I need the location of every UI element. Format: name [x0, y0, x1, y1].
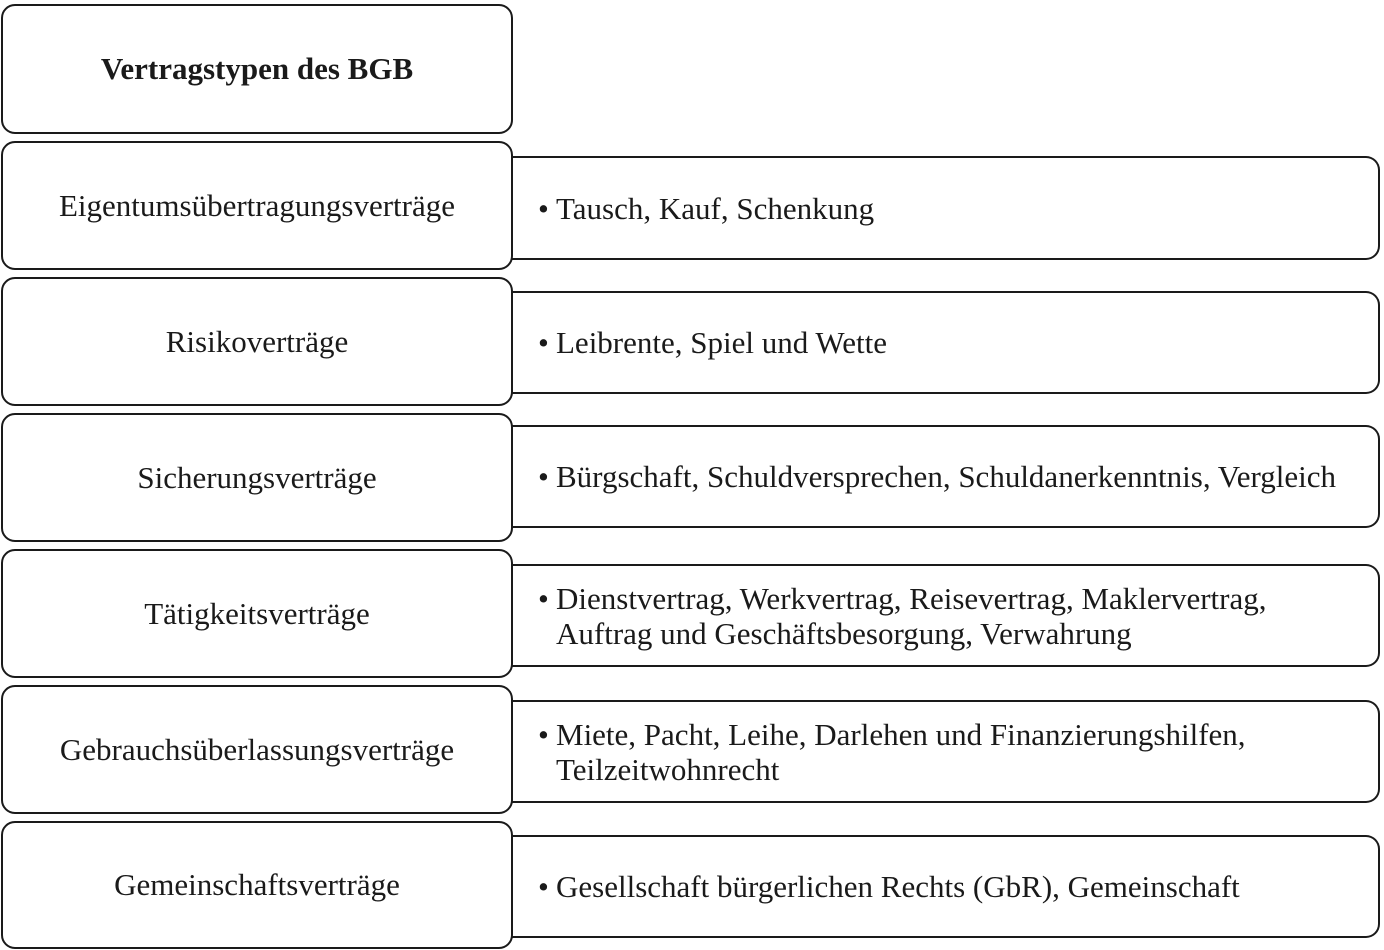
examples-box-taetigkeit: [508, 564, 1380, 667]
examples-box-gemeinschaft: [508, 835, 1380, 938]
category-label: Eigentumsübertragungsverträge: [59, 187, 455, 223]
examples-box-sicherung: [508, 425, 1380, 528]
examples-list-item: [508, 325, 907, 360]
bullet-icon: •: [538, 325, 549, 360]
bullet-icon: •: [538, 580, 549, 616]
category-label: Gebrauchsüberlassungsverträge: [59, 731, 455, 767]
examples-text: Leibrente, Spiel und Wette: [556, 325, 887, 360]
examples-box-eigentumsuebertragung: [508, 156, 1380, 260]
examples-list-item: [508, 869, 1260, 904]
category-label: Risikoverträge: [165, 323, 349, 359]
bullet-icon: •: [538, 190, 549, 226]
bullet-icon: •: [538, 459, 549, 494]
category-box-risiko: [1, 277, 513, 406]
examples-text: Tausch, Kauf, Schenkung: [556, 190, 875, 226]
examples-list-item: [508, 459, 1356, 494]
examples-list-item: [508, 581, 1378, 651]
examples-text: Gesellschaft bürgerlichen Rechts (GbR), Gemeinschaft: [556, 869, 1240, 904]
category-box-gebrauchsueberlassung: [1, 685, 513, 814]
category-label: Sicherungsverträge: [137, 459, 377, 495]
category-label: Gemeinschaftsverträge: [114, 867, 400, 902]
diagram-title-box: [1, 4, 513, 134]
diagram-title: Vertragstypen des BGB: [100, 51, 414, 86]
bullet-icon: •: [538, 869, 549, 904]
examples-text: Bürgschaft, Schuldversprechen, Schuldanerkenntnis, Vergleich: [556, 459, 1336, 494]
bullet-icon: •: [538, 716, 549, 752]
examples-list-item: [508, 191, 894, 226]
category-box-gemeinschaft: [1, 821, 513, 949]
examples-box-risiko: [508, 291, 1380, 394]
category-box-sicherung: [1, 413, 513, 542]
category-box-eigentumsuebertragung: [1, 141, 513, 270]
category-box-taetigkeit: [1, 549, 513, 678]
examples-text: Miete, Pacht, Leihe, Darlehen und Finanzierungshilfen, Teilzeitwohnrecht: [556, 716, 1246, 787]
examples-list-item: [508, 717, 1378, 787]
category-label: Tätigkeitsverträge: [144, 595, 370, 631]
examples-box-gebrauchsueberlassung: [508, 700, 1380, 803]
examples-text: Dienstvertrag, Werkvertrag, Reisevertrag, Maklervertrag, Auftrag und Geschäftsbesorgung, Verwahrung: [556, 580, 1267, 651]
